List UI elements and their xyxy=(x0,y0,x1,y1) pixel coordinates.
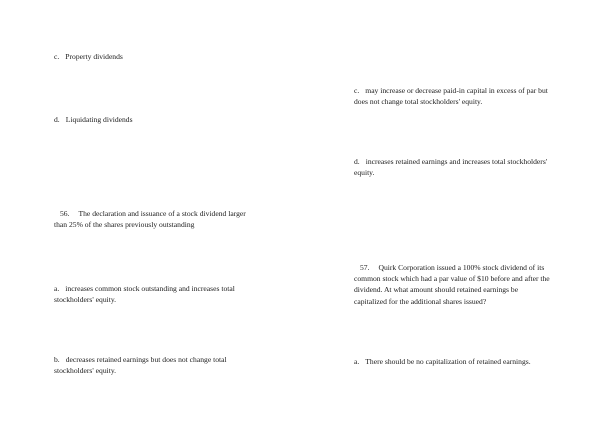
answer-letter: c. xyxy=(354,86,360,95)
answer-text-line-1: may increase or decrease paid-in capital in excess of par but xyxy=(365,86,548,95)
question-text-line-1: The declaration and issuance of a stock dividend larger xyxy=(78,209,246,218)
option-text: Liquidating dividends xyxy=(65,115,133,124)
answer-text-line-1: increases common stock outstanding and increases total xyxy=(65,284,235,293)
answer-text-line-2: does not change total stockholders' equity. xyxy=(354,97,483,107)
answer-56-d xyxy=(354,156,547,178)
question-text-line-2: common stock which had a par value of $10 before and after the xyxy=(354,274,550,284)
answer-text-line-1: decreases retained earnings but does not change total xyxy=(65,355,227,364)
answer-letter: a. xyxy=(354,357,360,366)
question-text-line-3: dividend. At what amount should retained earnings be xyxy=(354,285,519,295)
question-number: 56. xyxy=(60,209,70,218)
option-d-liquidating-dividends xyxy=(54,114,133,125)
question-text-line-4: capitalized for the additional shares issued? xyxy=(354,296,487,306)
answer-text: There should be no capitalization of retained earnings. xyxy=(365,357,531,366)
question-56 xyxy=(54,208,246,230)
answer-text-line-2: equity. xyxy=(354,168,375,178)
answer-letter: d. xyxy=(354,157,360,166)
answer-text-line-2: stockholders' equity. xyxy=(54,295,117,305)
answer-letter: b. xyxy=(54,355,60,364)
option-text: Property dividends xyxy=(65,52,123,61)
answer-letter: a. xyxy=(54,284,60,293)
question-57 xyxy=(354,262,550,307)
option-letter: d. xyxy=(54,115,60,124)
answer-56-b xyxy=(54,354,227,376)
answer-text-line-2: stockholders' equity. xyxy=(54,366,117,376)
answer-56-a xyxy=(54,283,235,305)
question-number: 57. xyxy=(360,263,370,272)
answer-56-c xyxy=(354,85,548,107)
question-text-line-2: than 25% of the shares previously outstanding xyxy=(54,220,195,230)
question-text-line-1: Quirk Corporation issued a 100% stock dividend of its xyxy=(378,263,545,272)
option-c-property-dividends xyxy=(54,51,123,62)
answer-text-line-1: increases retained earnings and increases total stockholders' xyxy=(365,157,548,166)
option-letter: c. xyxy=(54,52,60,61)
answer-57-a xyxy=(354,356,531,367)
